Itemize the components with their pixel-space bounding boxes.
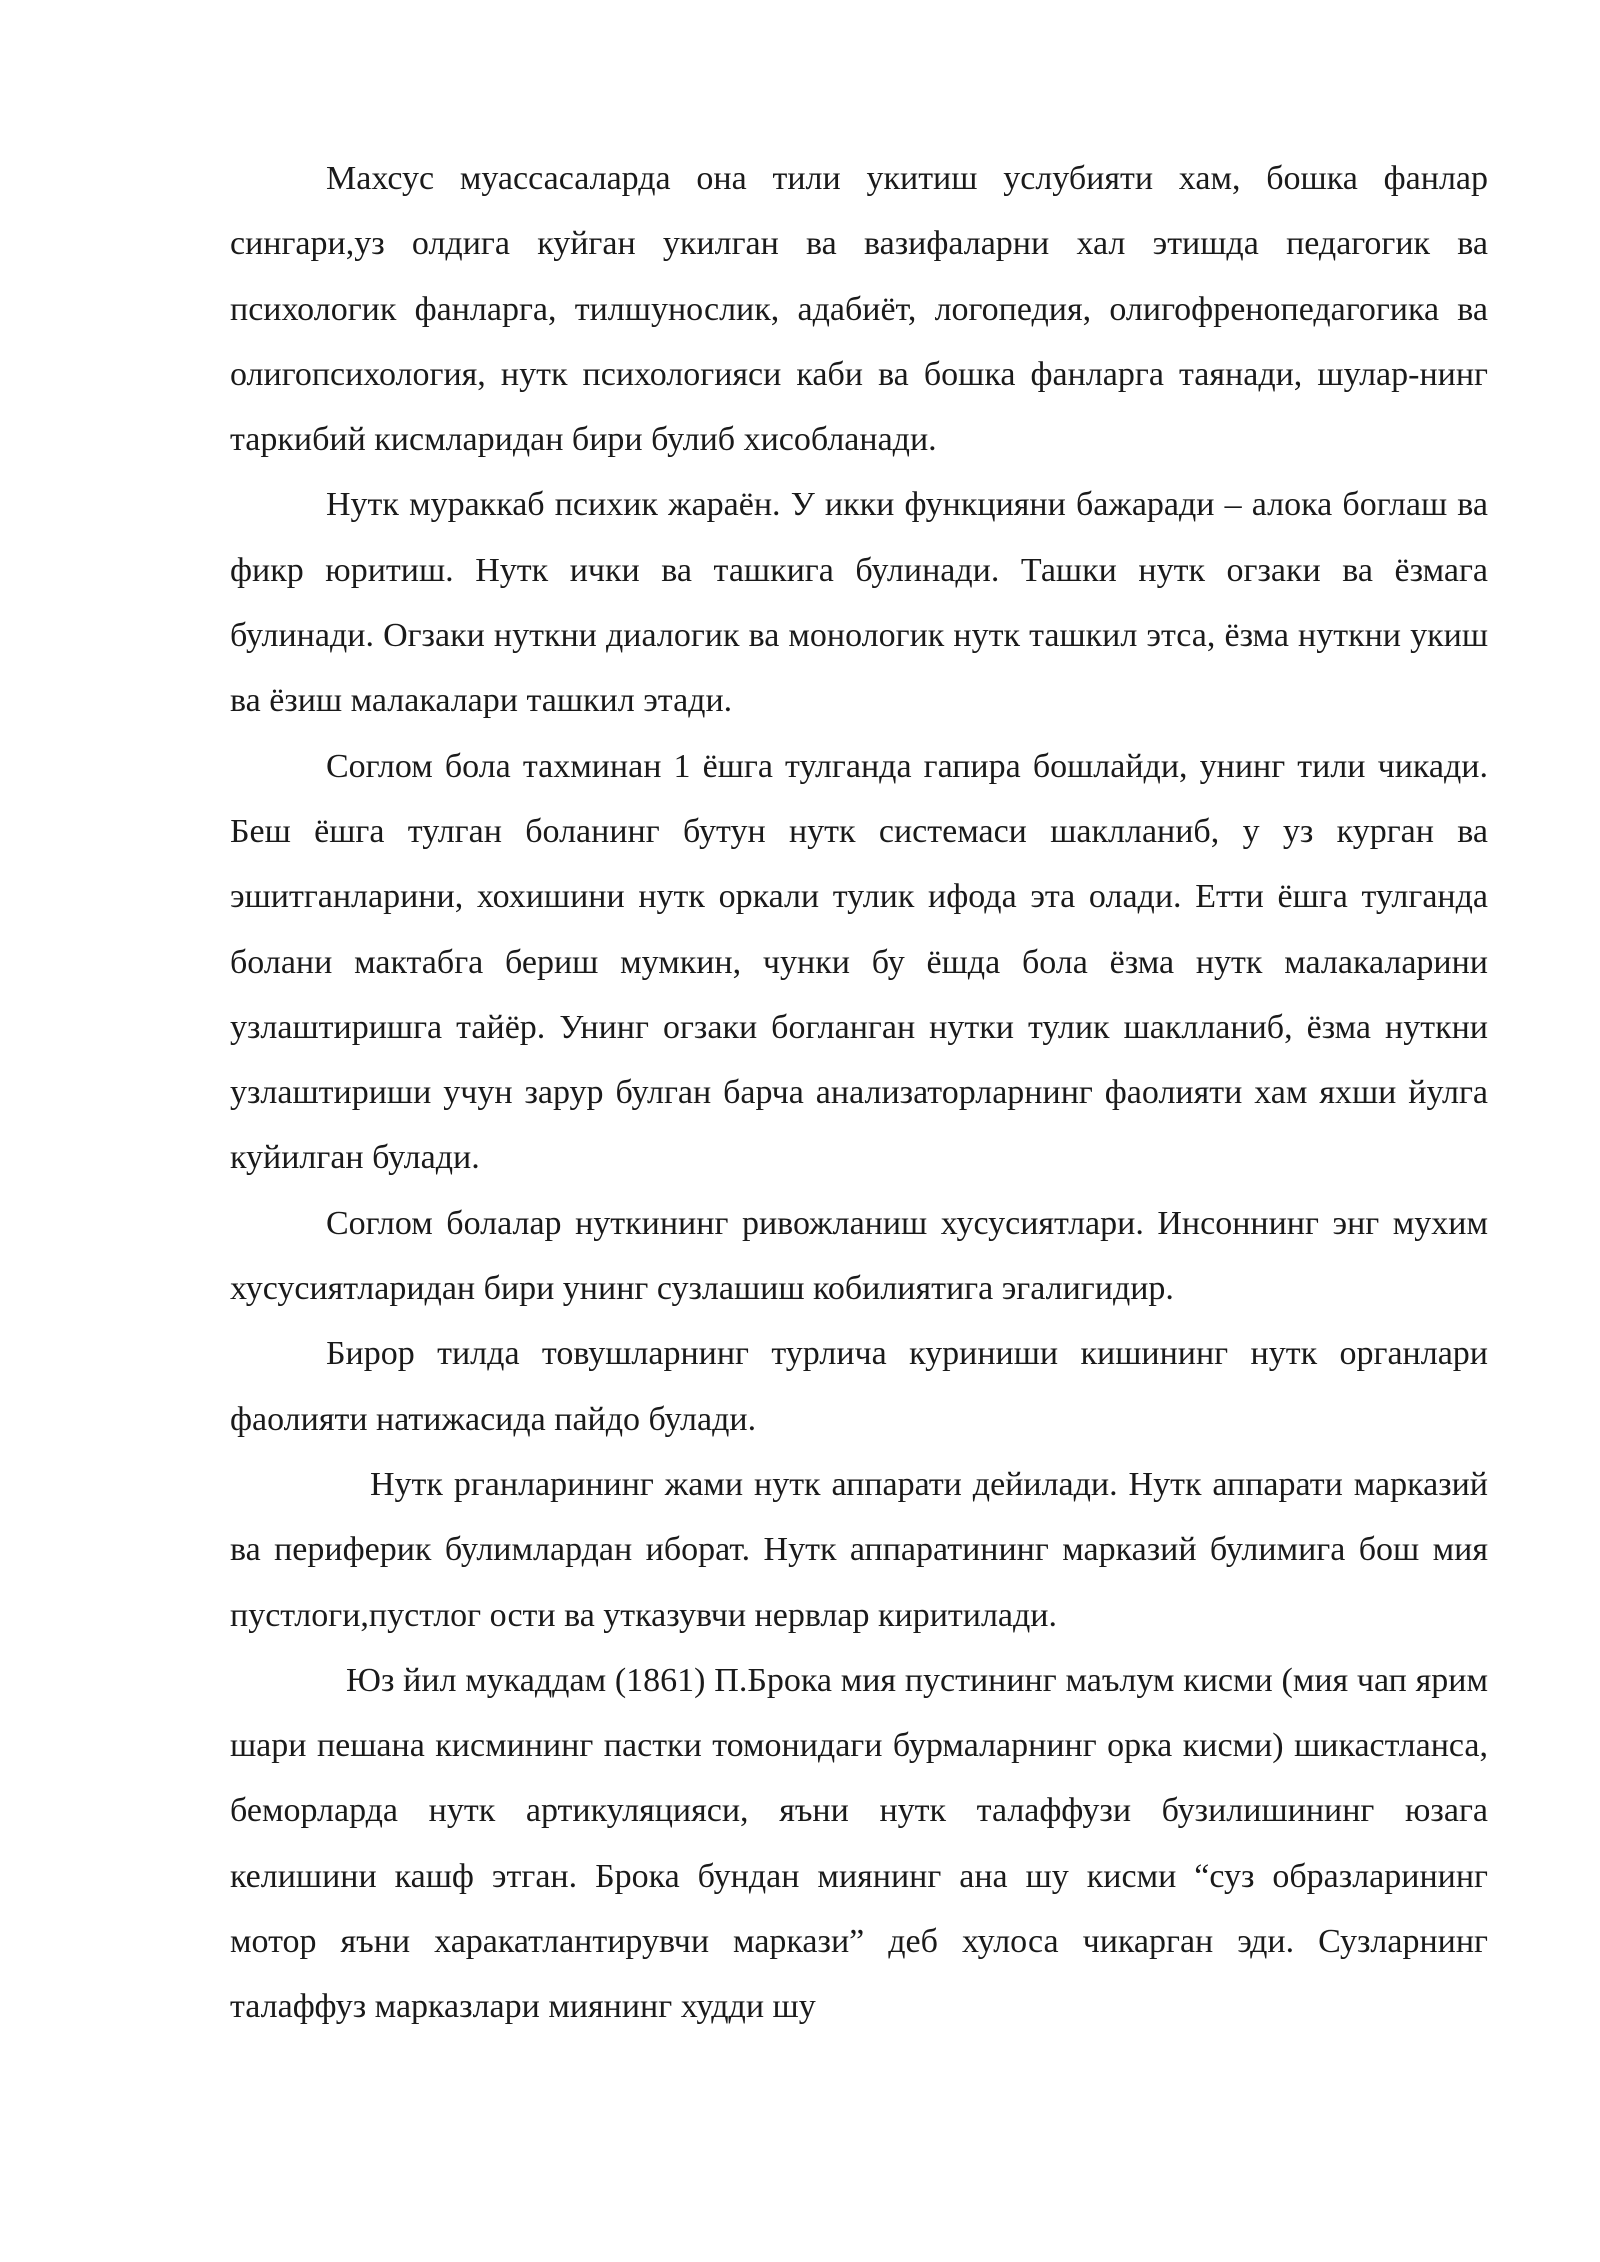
paragraph-speech-process: Нутк мураккаб психик жараён. У икки функцияни бажаради – алока боглаш ва фикр юритиш. Нутк ички ва ташкига булинади. Ташки нутк огзаки ва ёзмага булинади. Огзаки нуткни диалогик ва монологик нутк ташкил этса, ёзма нуткни укиш ва ёзиш малакалари ташкил этади. xyxy=(230,486,1488,720)
paragraph-broca: Юз йил мукаддам (1861) П.Брока мия пустининг маълум кисми (мия чап ярим шари пешана кисмининг пастки томонидаги бурмаларнинг орка кисми) шикастланса, беморларда нутк артикуляцияси, яъни нутк талаффузи бузилишининг юзага келишини кашф этган. Брока бундан миянинг ана шу кисми “суз образларининг мотор яъни харакатлантирувчи маркази” деб хулоса чикарган эди. Сузларнинг талаффуз марказлари миянинг худди шу xyxy=(230,1661,1488,2026)
paragraph-healthy-child: Соглом бола тахминан 1 ёшга тулганда гапира бошлайди, унинг тили чикади. Беш ёшга тулган боланинг бутун нутк системаси шаклланиб, у уз курган ва эшитганларини, хохишини нутк оркали тулик ифода эта олади. Етти ёшга тулганда болани мактабга бериш мумкин, чунки бу ёшда бола ёзма нутк малакаларини узлаштиришга тайёр. Унинг огзаки богланган нутки тулик шаклланиб, ёзма нуткни узлаштириши учун зарур булган барча анализаторларнинг фаолияти хам яхши йулга куйилган булади. xyxy=(230,747,1488,1177)
paragraph-methodology: Махсус муассасаларда она тили укитиш услубияти хам, бошка фанлар сингари,уз олдига куйган укилган ва вазифаларни хал этишда педагогик ва психологик фанларга, тилшунослик, адабиёт, логопедия, олигофренопедагогика ва олигопсихология, нутк психологияси каби ва бошка фанларга таянади, шулар-нинг таркибий кисмларидан бири булиб хисобланади. xyxy=(230,160,1488,459)
document-body xyxy=(230,146,1488,2040)
paragraph-sounds: Бирор тилда товушларнинг турлича куриниши кишининг нутк органлари фаолияти натижасида пайдо булади. xyxy=(230,1335,1488,1438)
paragraph-speech-apparatus: Нутк рганларининг жами нутк аппарати дейилади. Нутк аппарати марказий ва периферик булимлардан иборат. Нутк аппаратининг марказий булимига бош мия пустлоги,пустлог ости ва утказувчи нервлар киритилади. xyxy=(230,1465,1488,1634)
paragraph-speech-development: Соглом болалар нуткининг ривожланиш хусусиятлари. Инсоннинг энг мухим хусусиятларидан бири унинг сузлашиш кобилиятига эгалигидир. xyxy=(230,1204,1488,1308)
